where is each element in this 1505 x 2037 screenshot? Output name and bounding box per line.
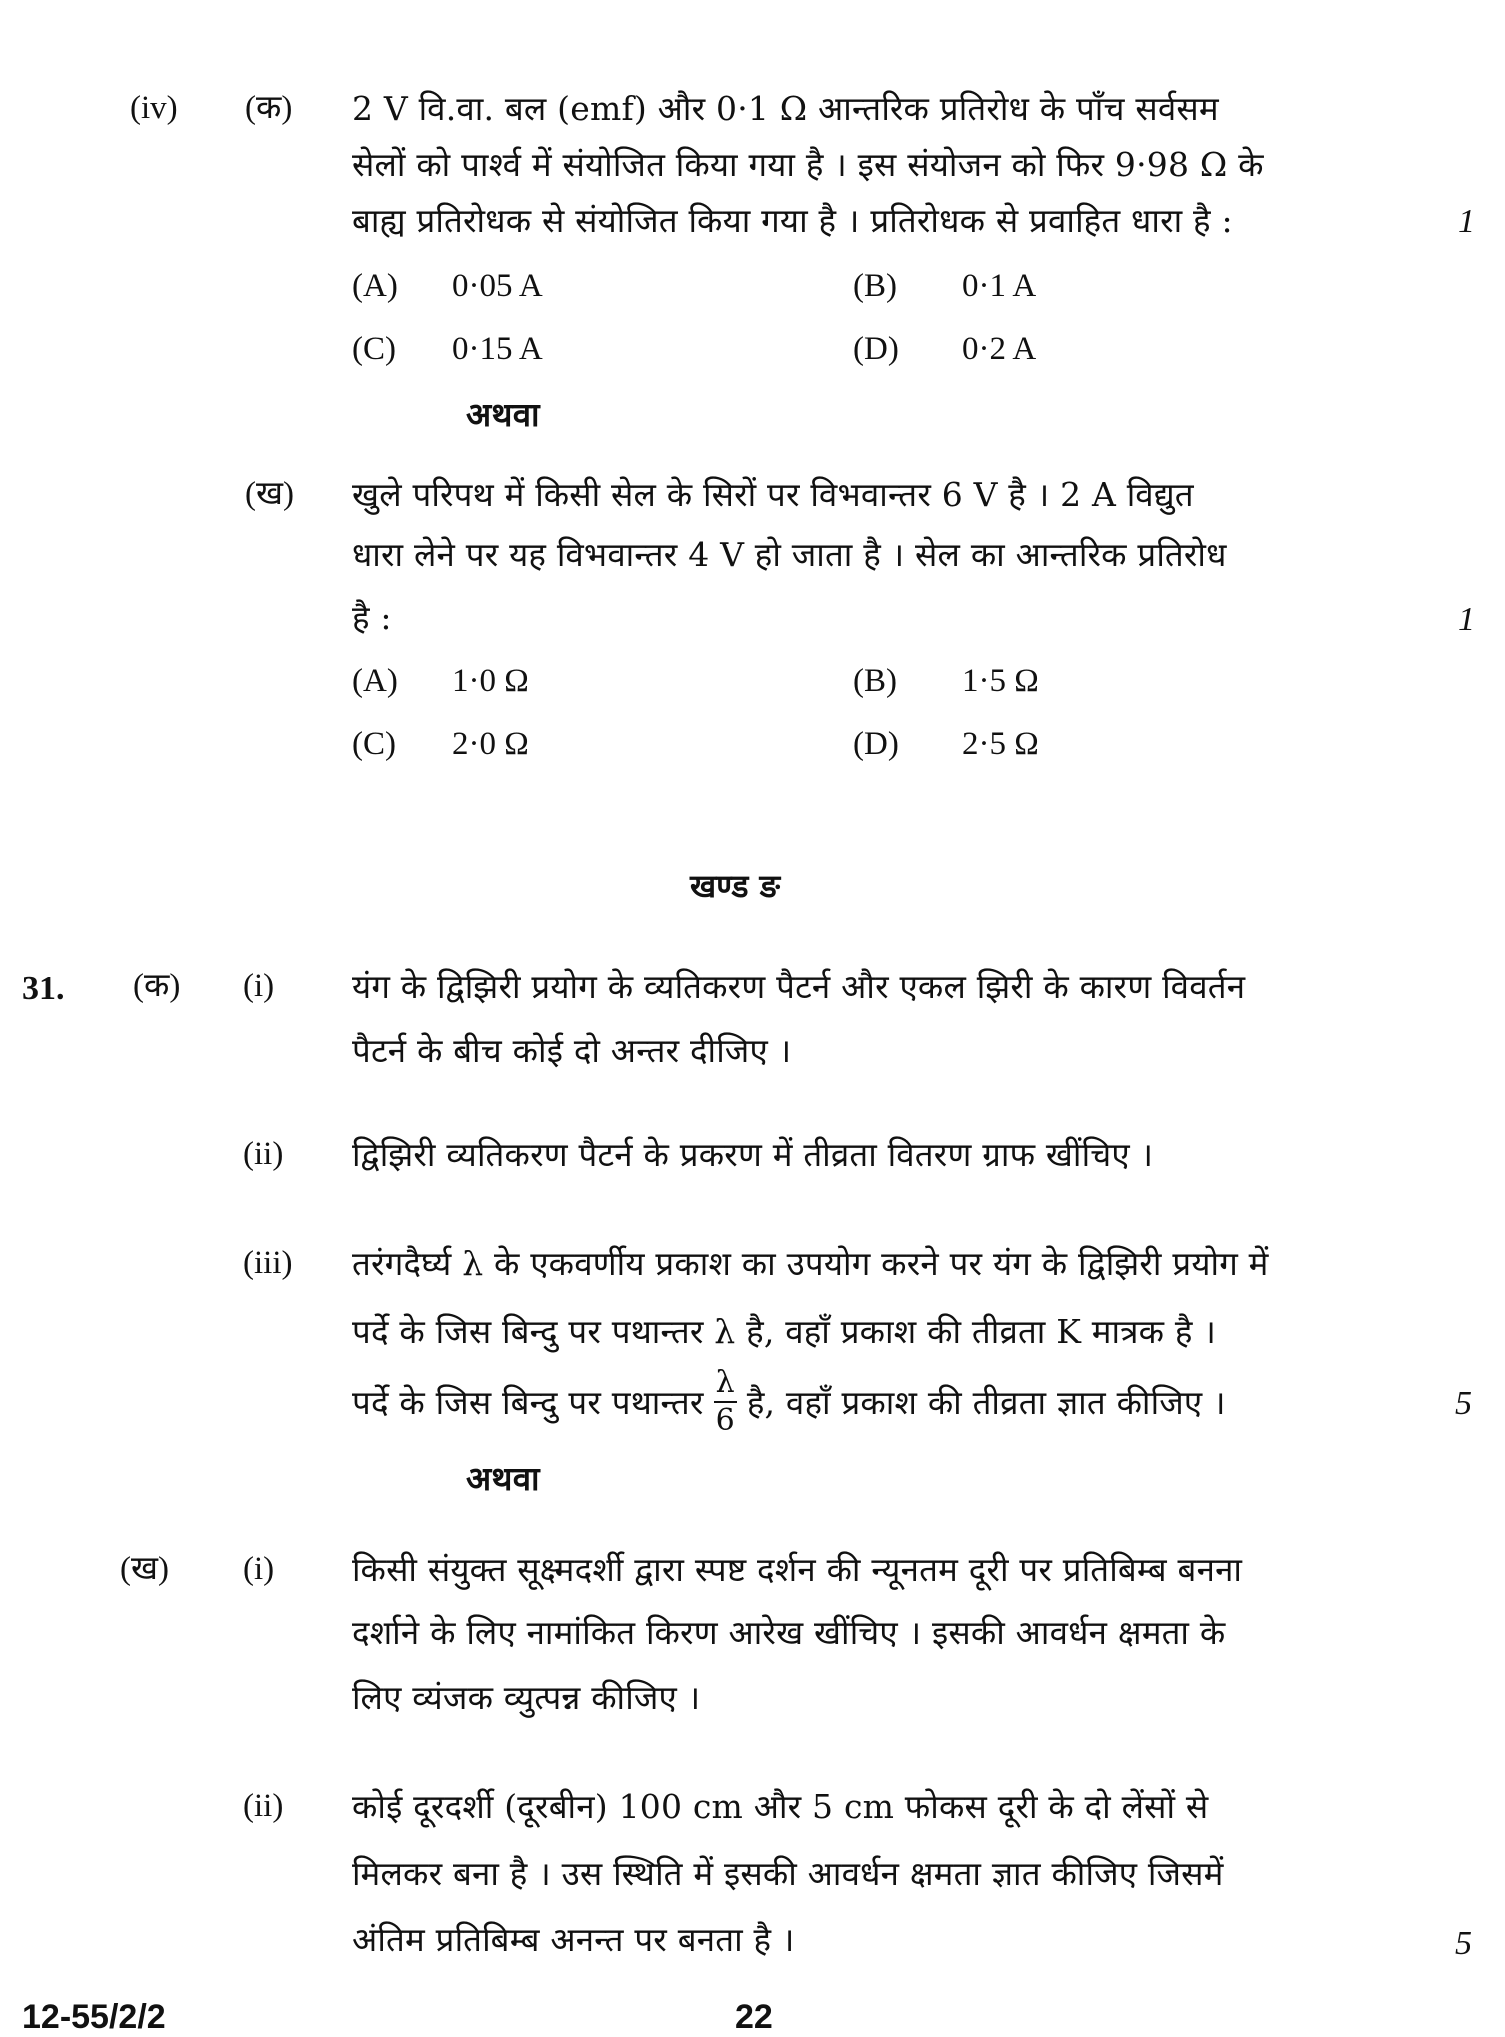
option-label: (B): [853, 268, 897, 304]
question-text-line: द्विझिरी व्यतिकरण पैटर्न के प्रकरण में तीव्रता वितरण ग्राफ खींचिए ।: [352, 1135, 1154, 1174]
marks-label: 1: [1458, 203, 1475, 240]
or-separator: अथवा: [466, 1459, 540, 1498]
question-text-line: पैटर्न के बीच कोई दो अन्तर दीजिए ।: [352, 1031, 792, 1070]
marks-label: 5: [1455, 1385, 1472, 1422]
question-text-line: बाह्य प्रतिरोधक से संयोजित किया गया है । प्रतिरोधक से प्रवाहित धारा है :: [352, 201, 1233, 240]
question-text-line: 2 V वि.वा. बल (emf) और 0·1 Ω आन्तरिक प्रतिरोध के पाँच सर्वसम: [352, 89, 1219, 128]
part-a-label: (क): [245, 90, 293, 126]
question-text-line: दर्शाने के लिए नामांकित किरण आरेख खींचिए । इसकी आवर्धन क्षमता के: [352, 1613, 1226, 1652]
part-b-label: (ख): [120, 1551, 169, 1587]
option-label: (B): [853, 663, 897, 699]
fraction-denominator: 6: [715, 1403, 735, 1438]
subpart-label: (i): [243, 968, 275, 1004]
paper-code: 12-55/2/2: [22, 1998, 166, 2036]
option-value: 2·0 Ω: [452, 726, 529, 762]
marks-label: 5: [1455, 1925, 1472, 1962]
option-label: (A): [352, 268, 398, 304]
subpart-label: (ii): [243, 1136, 284, 1172]
question-text-line: अंतिम प्रतिबिम्ब अनन्त पर बनता है ।: [352, 1920, 795, 1959]
question-text-line: पर्दे के जिस बिन्दु पर पथान्तर λ है, वहाँ प्रकाश की तीव्रता K मात्रक है ।: [352, 1312, 1217, 1351]
question-text-line: सेलों को पार्श्व में संयोजित किया गया है । इस संयोजन को फिर 9·98 Ω के: [352, 145, 1264, 184]
question-text-line: तरंगदैर्घ्य λ के एकवर्णीय प्रकाश का उपयोग करने पर यंग के द्विझिरी प्रयोग में: [352, 1244, 1269, 1283]
question-text-line: यंग के द्विझिरी प्रयोग के व्यतिकरण पैटर्न और एकल झिरी के कारण विवर्तन: [352, 967, 1246, 1006]
section-heading: खण्ड ङ: [690, 867, 781, 905]
option-value: 0·1 A: [962, 268, 1037, 304]
question-text-line: कोई दूरदर्शी (दूरबीन) 100 cm और 5 cm फोकस दूरी के दो लेंसों से: [352, 1787, 1209, 1826]
option-label: (C): [352, 331, 396, 367]
part-a-label: (क): [133, 968, 181, 1004]
subquestion-label: (iv): [130, 90, 178, 126]
marks-label: 1: [1458, 601, 1475, 638]
option-label: (C): [352, 726, 396, 762]
option-label: (A): [352, 663, 398, 699]
subpart-label: (iii): [243, 1245, 293, 1281]
option-value: 0·15 A: [452, 331, 543, 367]
question-text-segment: है, वहाँ प्रकाश की तीव्रता ज्ञात कीजिए ।: [746, 1382, 1226, 1422]
option-value: 0·2 A: [962, 331, 1037, 367]
fraction-numerator: λ: [714, 1368, 737, 1403]
question-text-line: लिए व्यंजक व्युत्पन्न कीजिए ।: [352, 1678, 701, 1717]
part-b-label: (ख): [245, 476, 294, 512]
option-value: 0·05 A: [452, 268, 543, 304]
question-text-line-with-fraction: [352, 1365, 1226, 1438]
question-text-line: धारा लेने पर यह विभवान्तर 4 V हो जाता है । सेल का आन्तरिक प्रतिरोध: [352, 535, 1227, 574]
question-number: 31.: [22, 970, 65, 1007]
subpart-label: (ii): [243, 1788, 284, 1824]
question-text-segment: पर्दे के जिस बिन्दु पर पथान्तर: [352, 1382, 704, 1422]
option-value: 1·5 Ω: [962, 663, 1039, 699]
fraction-lambda-over-6: [714, 1365, 737, 1438]
or-separator: अथवा: [466, 395, 540, 434]
subpart-label: (i): [243, 1551, 275, 1587]
option-value: 2·5 Ω: [962, 726, 1039, 762]
option-label: (D): [853, 726, 899, 762]
option-label: (D): [853, 331, 899, 367]
question-text-line: किसी संयुक्त सूक्ष्मदर्शी द्वारा स्पष्ट दर्शन की न्यूनतम दूरी पर प्रतिबिम्ब बनना: [352, 1550, 1243, 1589]
question-text-line: मिलकर बना है । उस स्थिति में इसकी आवर्धन क्षमता ज्ञात कीजिए जिसमें: [352, 1854, 1224, 1893]
page-number: 22: [735, 1998, 773, 2036]
question-text-line: खुले परिपथ में किसी सेल के सिरों पर विभवान्तर 6 V है । 2 A विद्युत: [352, 475, 1194, 514]
question-text-line: है :: [352, 598, 392, 637]
option-value: 1·0 Ω: [452, 663, 529, 699]
